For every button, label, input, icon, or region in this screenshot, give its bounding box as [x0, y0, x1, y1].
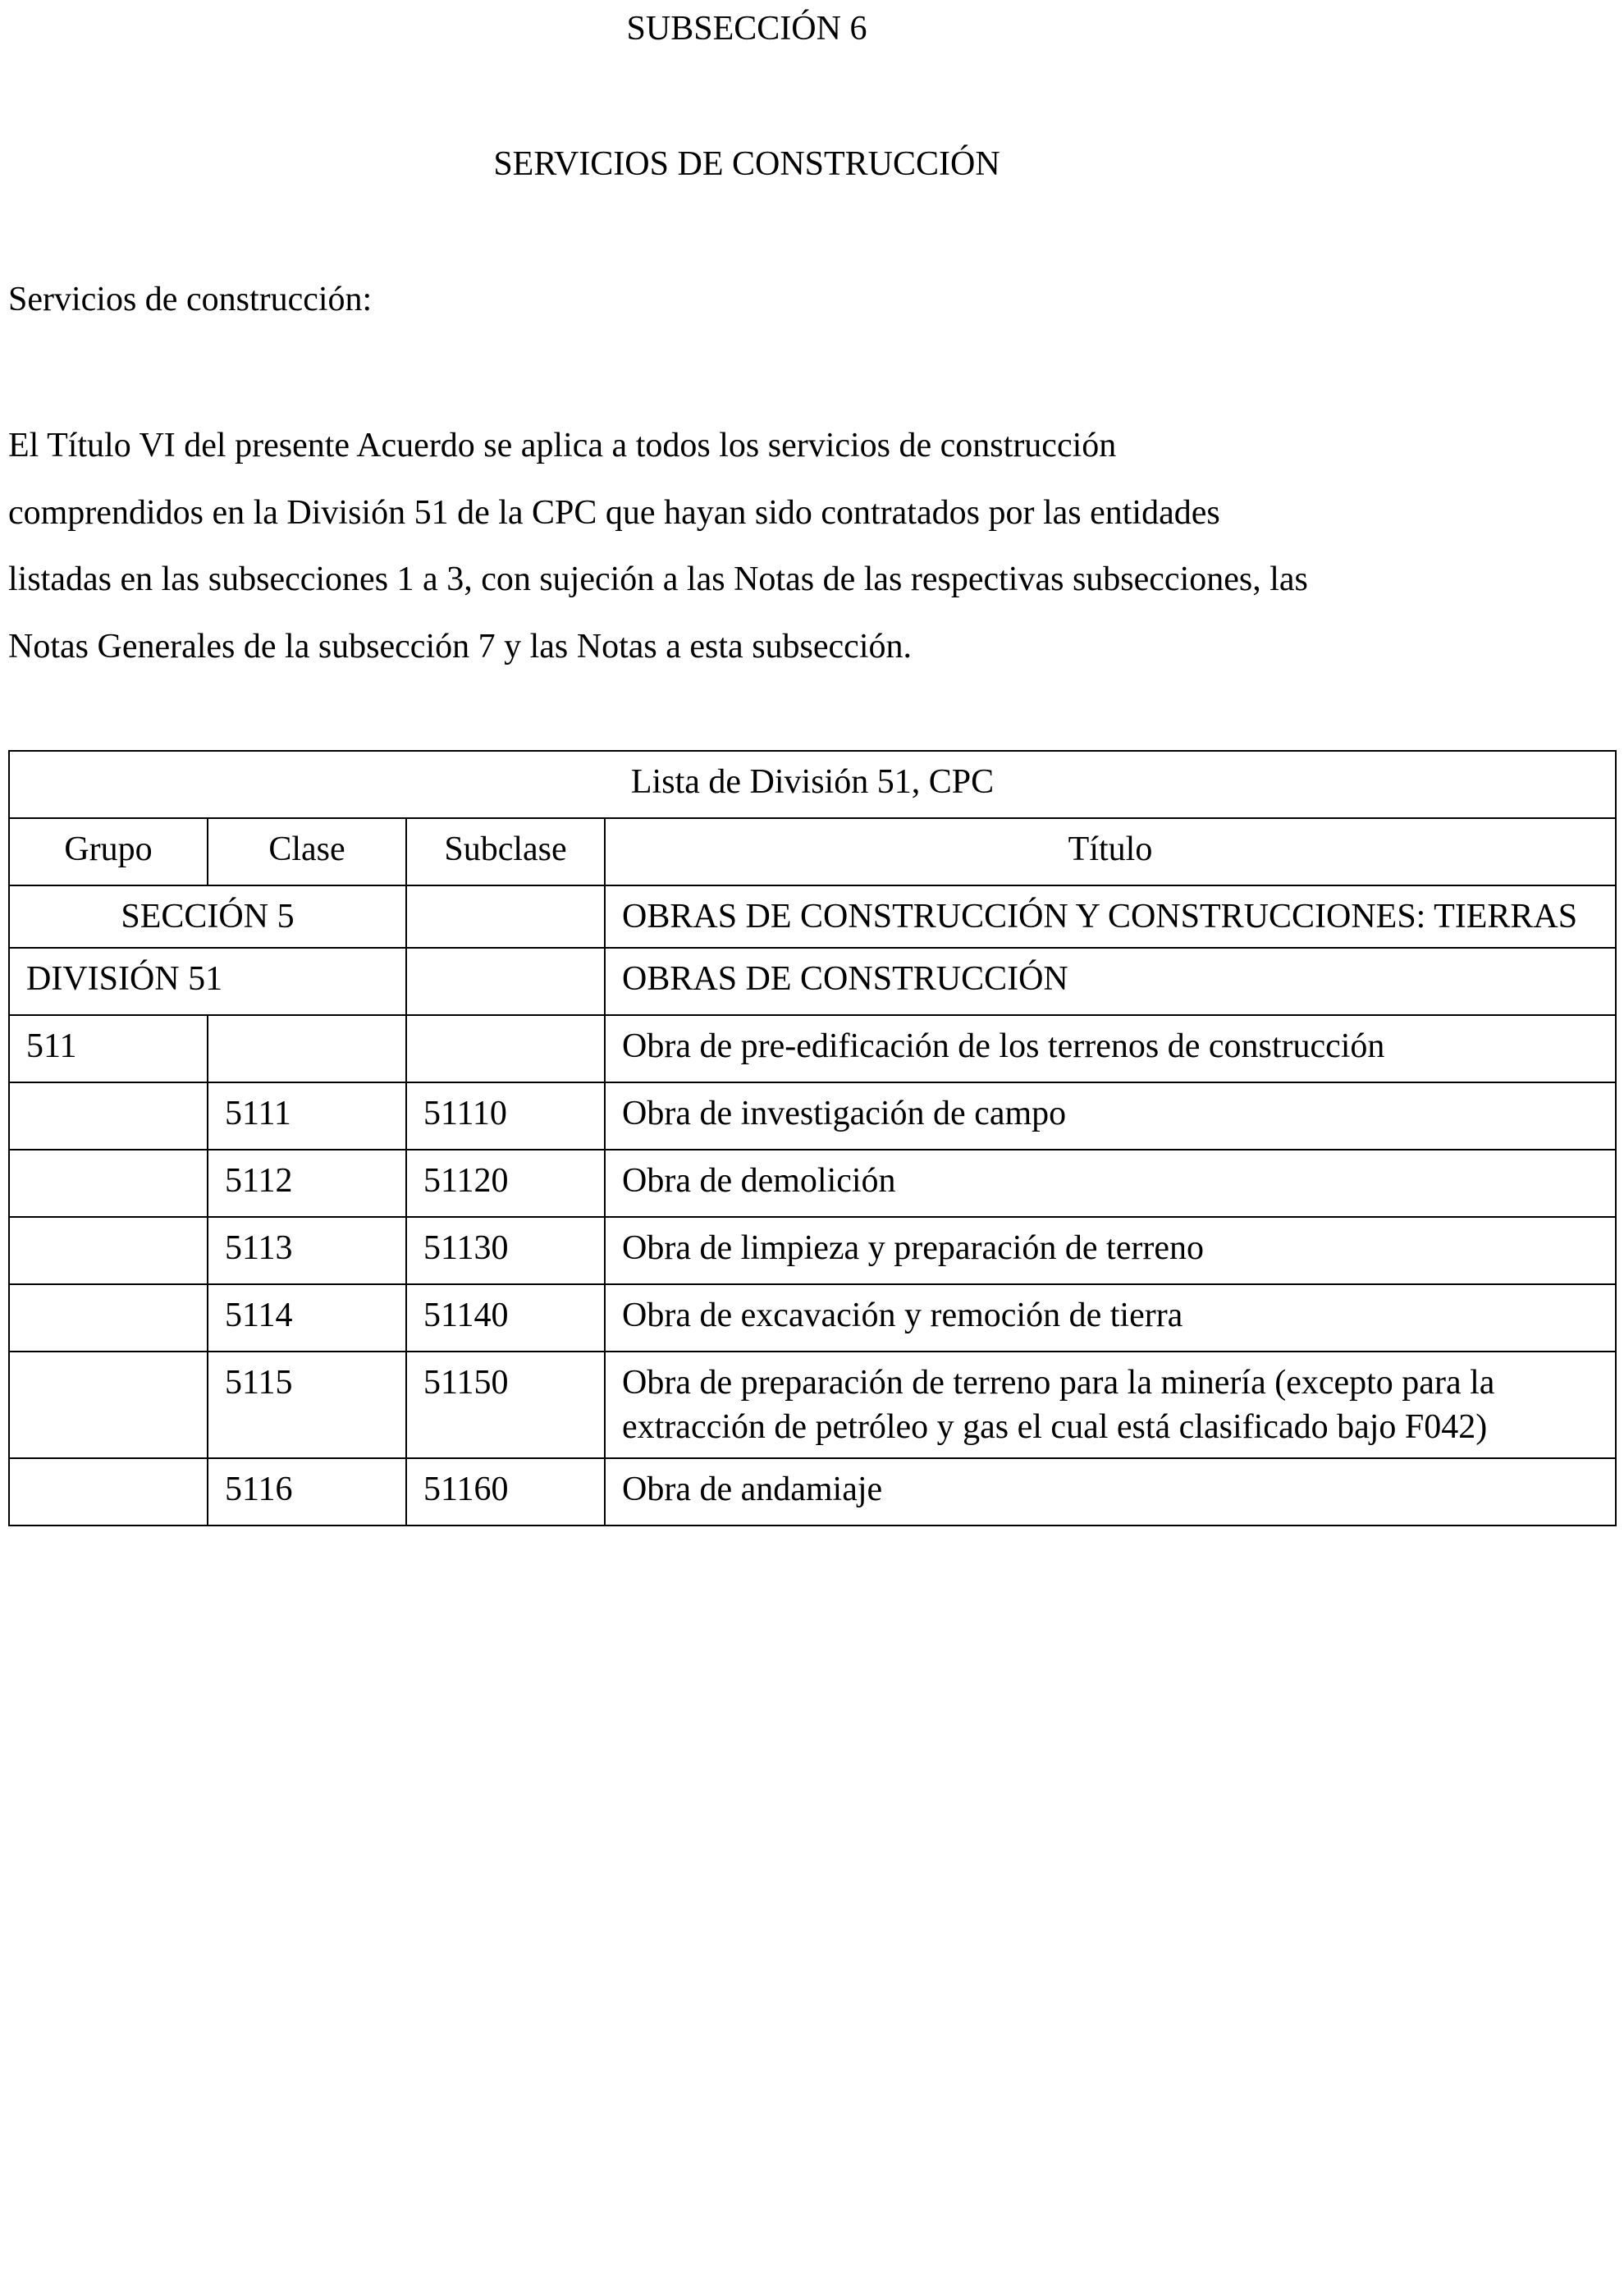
division-title: OBRAS DE CONSTRUCCIÓN — [605, 948, 1616, 1015]
empty-cell — [208, 1015, 406, 1082]
group-code: 511 — [9, 1015, 208, 1082]
subclase-cell: 51130 — [406, 1217, 605, 1284]
group-title: Obra de pre-edificación de los terrenos de construcción — [605, 1015, 1616, 1082]
empty-cell — [406, 948, 605, 1015]
group-row — [9, 1015, 1616, 1082]
table-caption-row — [9, 751, 1616, 818]
title-cell: Obra de preparación de terreno para la minería (excepto para la extracción de petróleo y gas el cual está clasificado bajo F042) — [605, 1352, 1616, 1458]
empty-cell — [9, 1150, 208, 1217]
empty-cell — [9, 1284, 208, 1352]
clase-cell: 5116 — [208, 1458, 406, 1526]
header-grupo: Grupo — [9, 818, 208, 885]
title-cell: Obra de andamiaje — [605, 1458, 1616, 1526]
clase-cell: 5112 — [208, 1150, 406, 1217]
subclase-cell: 51140 — [406, 1284, 605, 1352]
header-clase: Clase — [208, 818, 406, 885]
division-label: DIVISIÓN 51 — [9, 948, 406, 1015]
division-row — [9, 948, 1616, 1015]
clase-cell: 5113 — [208, 1217, 406, 1284]
section-label: SECCIÓN 5 — [9, 885, 406, 948]
intro-paragraph — [8, 413, 1567, 680]
empty-cell — [9, 1352, 208, 1458]
table-row — [9, 1150, 1616, 1217]
subclase-cell: 51110 — [406, 1082, 605, 1150]
title-cell: Obra de excavación y remoción de tierra — [605, 1284, 1616, 1352]
section-title: OBRAS DE CONSTRUCCIÓN Y CONSTRUCCIONES: TIERRAS — [605, 885, 1616, 948]
empty-cell — [406, 885, 605, 948]
title-cell: Obra de demolición — [605, 1150, 1616, 1217]
subclase-cell: 51160 — [406, 1458, 605, 1526]
table-header-row — [9, 818, 1616, 885]
empty-cell — [9, 1458, 208, 1526]
header-titulo: Título — [605, 818, 1616, 885]
clase-cell: 5111 — [208, 1082, 406, 1150]
empty-cell — [9, 1082, 208, 1150]
intro-label: Servicios de construcción: — [8, 281, 373, 318]
empty-cell — [9, 1217, 208, 1284]
section-heading: SERVICIOS DE CONSTRUCCIÓN — [493, 145, 1000, 183]
paragraph-line: Notas Generales de la subsección 7 y las Notas a esta subsección. — [8, 627, 912, 666]
clase-cell: 5115 — [208, 1352, 406, 1458]
empty-cell — [406, 1015, 605, 1082]
cpc-division-table — [8, 750, 1617, 1526]
subsection-heading: SUBSECCIÓN 6 — [626, 10, 867, 48]
table-row — [9, 1352, 1616, 1458]
clase-cell: 5114 — [208, 1284, 406, 1352]
section-row — [9, 885, 1616, 948]
subclase-cell: 51120 — [406, 1150, 605, 1217]
subclase-cell: 51150 — [406, 1352, 605, 1458]
title-cell: Obra de limpieza y preparación de terreno — [605, 1217, 1616, 1284]
table-row — [9, 1082, 1616, 1150]
paragraph-line: listadas en las subsecciones 1 a 3, con sujeción a las Notas de las respectivas subsecciones, las — [8, 560, 1308, 598]
table-row — [9, 1284, 1616, 1352]
title-cell: Obra de investigación de campo — [605, 1082, 1616, 1150]
header-subclase: Subclase — [406, 818, 605, 885]
paragraph-line: El Título VI del presente Acuerdo se aplica a todos los servicios de construcción — [8, 427, 1117, 464]
table-row — [9, 1458, 1616, 1526]
table-caption: Lista de División 51, CPC — [9, 751, 1616, 818]
table-row — [9, 1217, 1616, 1284]
paragraph-line: comprendidos en la División 51 de la CPC que hayan sido contratados por las entidades — [8, 493, 1220, 532]
